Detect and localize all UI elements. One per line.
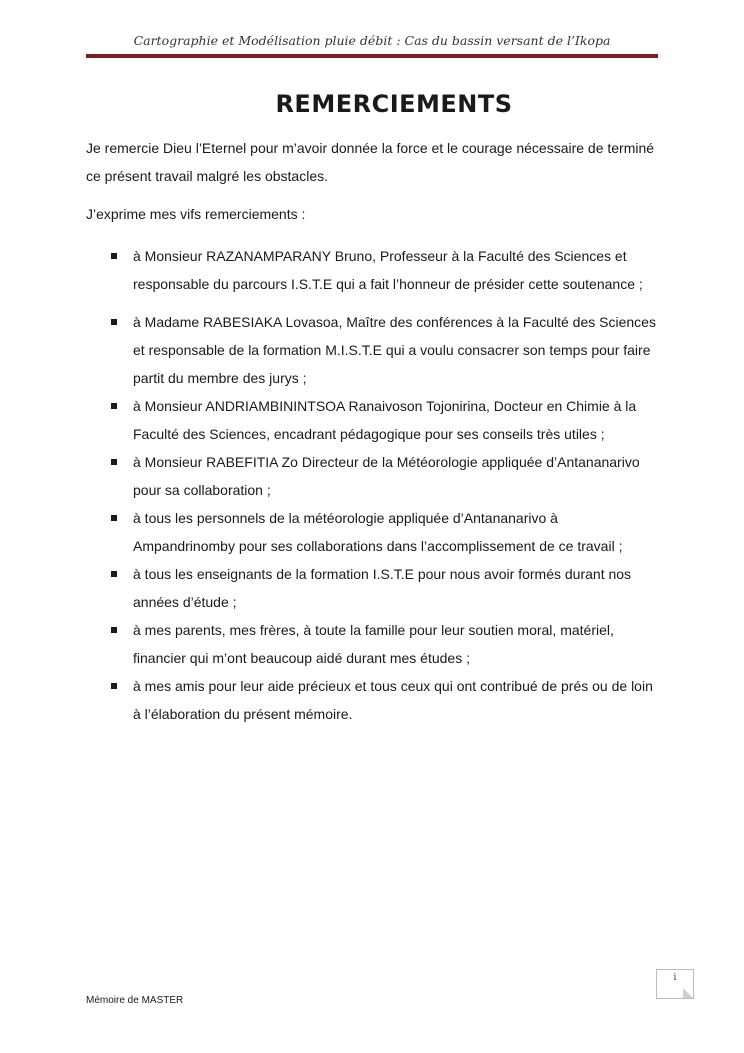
list-item-text: à tous les enseignants de la formation I.S.T.E pour nous avoir formés durant nos années d’étude ; [133, 566, 632, 610]
square-bullet-icon [111, 515, 117, 521]
page-number: i [673, 973, 677, 983]
intro-paragraph: Je remercie Dieu l’Eternel pour m’avoir donnée la force et le courage nécessaire de terminé ce présent travail malgré les obstacles. [86, 140, 655, 184]
square-bullet-icon [111, 571, 117, 577]
list-item [86, 392, 656, 448]
square-bullet-icon [111, 403, 117, 409]
acknowledgements-list [86, 242, 656, 728]
list-item-text: à Madame RABESIAKA Lovasoa, Maître des conférences à la Faculté des Sciences et responsable de la formation M.I.S.T.E qui a voulu consacrer son temps pour faire partit du membre des jurys ; [133, 314, 656, 386]
page-number-box [656, 969, 694, 999]
page-title-text: REMERCIEMENTS [275, 90, 513, 118]
header-rule [86, 54, 658, 58]
list-item [86, 242, 656, 298]
list-item [86, 448, 656, 504]
square-bullet-icon [111, 459, 117, 465]
list-item-text: à tous les personnels de la météorologie appliquée d’Antananarivo à Ampandrinomby pour ses collaborations dans l’accomplissement de ce travail ; [133, 510, 623, 554]
list-item-text: à Monsieur RAZANAMPARANY Bruno, Professeur à la Faculté des Sciences et responsable du parcours I.S.T.E qui a fait l’honneur de présider cette soutenance ; [133, 248, 643, 292]
square-bullet-icon [111, 683, 117, 689]
page-curl-icon [683, 988, 693, 998]
list-item-text: à mes parents, mes frères, à toute la famille pour leur soutien moral, matériel, financier qui m’ont beaucoup aidé durant mes études ; [133, 622, 614, 666]
list-item [86, 308, 656, 392]
list-item [86, 616, 656, 672]
page-title [0, 90, 744, 118]
lead-paragraph: J’exprime mes vifs remerciements : [86, 206, 306, 222]
list-item [86, 560, 656, 616]
list-item-text: à Monsieur RABEFITIA Zo Directeur de la Météorologie appliquée d’Antananarivo pour sa collaboration ; [133, 454, 640, 498]
square-bullet-icon [111, 253, 117, 259]
list-item-text: à Monsieur ANDRIAMBININTSOA Ranaivoson Tojonirina, Docteur en Chimie à la Faculté des Sciences, encadrant pédagogique pour ses conseils très utiles ; [133, 398, 637, 442]
square-bullet-icon [111, 319, 117, 325]
list-item-text: à mes amis pour leur aide précieux et tous ceux qui ont contribué de prés ou de loin à l’élaboration du présent mémoire. [133, 678, 653, 722]
running-header: Cartographie et Modélisation pluie débit : Cas du bassin versant de l’Ikopa [133, 33, 611, 48]
list-item [86, 672, 656, 728]
footer-label: Mémoire de MASTER [86, 995, 184, 1006]
square-bullet-icon [111, 627, 117, 633]
list-item [86, 504, 656, 560]
